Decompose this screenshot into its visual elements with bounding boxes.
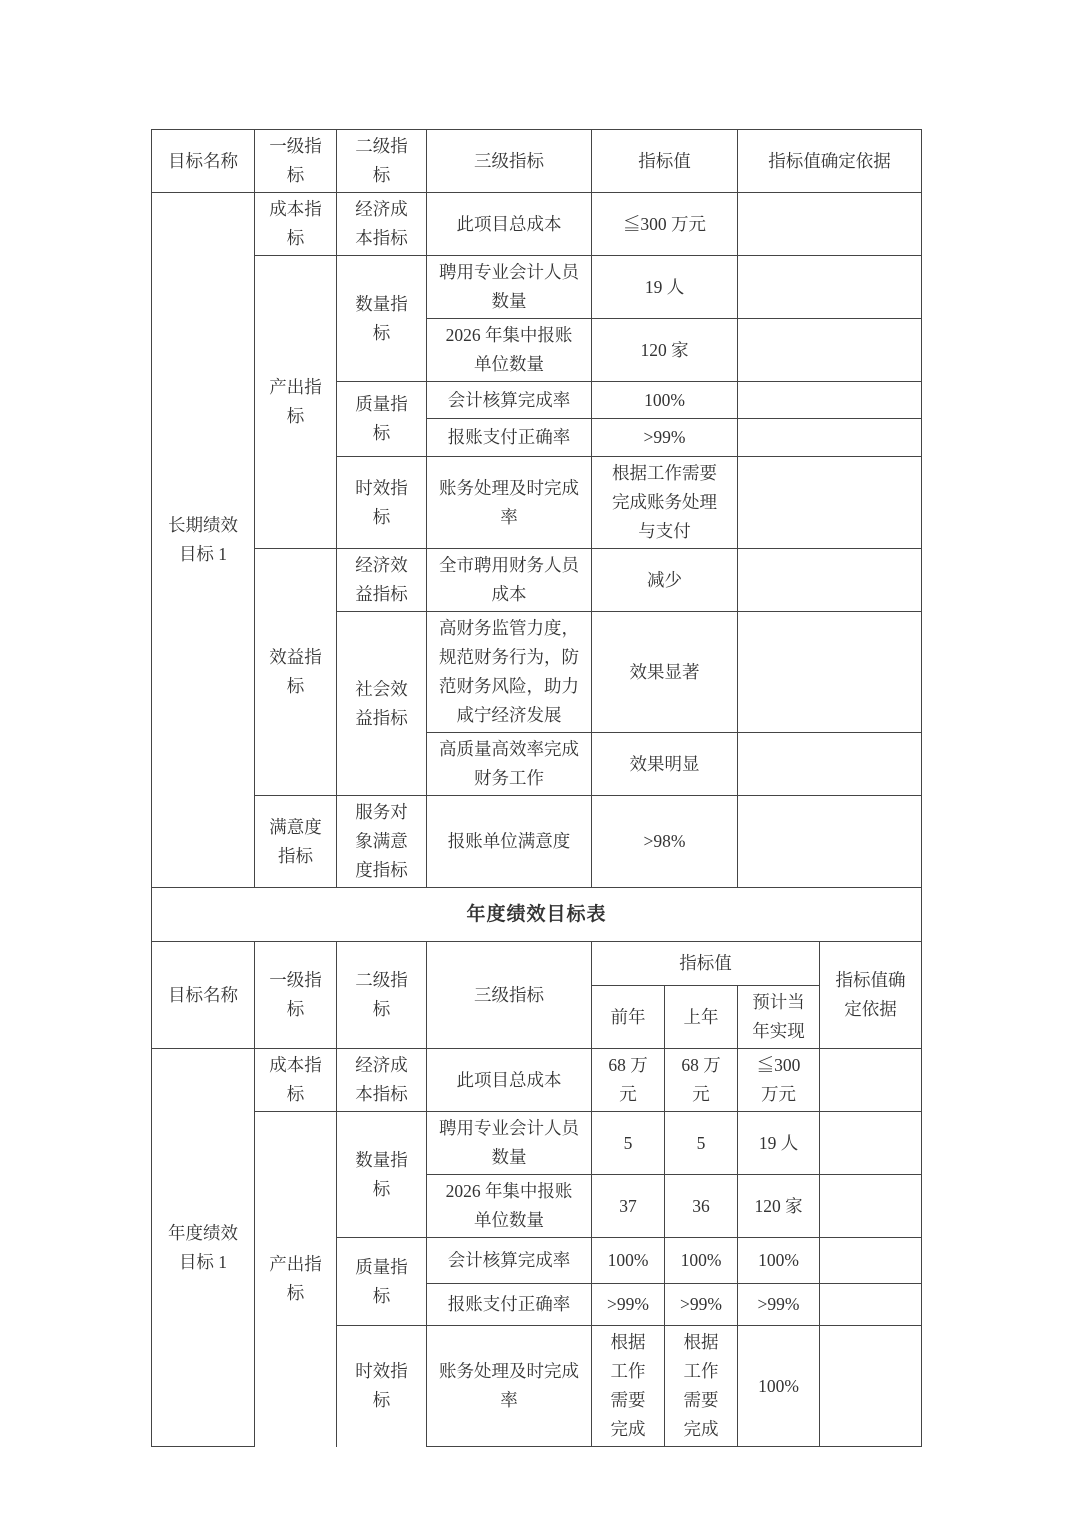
cell-annual-goal-name: 年度绩效目标 1 [152,1049,255,1447]
cell-l1: 产出指标 [255,256,337,549]
cell-l2: 质量指标 [337,1238,427,1326]
cell-l2: 经济成本指标 [337,1049,427,1112]
cell-l3: 全市聘用财务人员成本 [427,549,592,612]
cell-value-last: 100% [665,1238,738,1284]
table-row [152,549,922,612]
cell-l2: 数量指标 [337,1112,427,1238]
cell-value-prev: >99% [592,1284,665,1326]
cell-l3: 2026 年集中报账单位数量 [427,319,592,382]
header-level1-indicator: 一级指标 [255,942,337,1049]
cell-basis-empty [738,612,922,733]
cell-l2: 时效指标 [337,1326,427,1447]
cell-value-last: 根据工作需要完成 [665,1326,738,1447]
cell-basis-empty [820,1112,922,1175]
cell-value-current: 100% [738,1238,820,1284]
cell-value-prev: 100% [592,1238,665,1284]
table-row [152,1112,922,1175]
long-term-header-row [152,130,922,193]
cell-l3: 报账支付正确率 [427,419,592,457]
annual-section-title: 年度绩效目标表 [152,888,922,942]
header-indicator-value-group: 指标值 [592,942,820,986]
cell-l2: 时效指标 [337,457,427,549]
cell-value: 120 家 [592,319,738,382]
cell-basis-empty [738,419,922,457]
table-row [152,256,922,319]
cell-l3: 会计核算完成率 [427,1238,592,1284]
cell-l3: 账务处理及时完成率 [427,457,592,549]
cell-value-current: ≦300 万元 [738,1049,820,1112]
cell-value: 根据工作需要完成账务处理与支付 [592,457,738,549]
cell-value-prev: 68 万元 [592,1049,665,1112]
cell-basis-empty [820,1326,922,1447]
cell-value: 减少 [592,549,738,612]
cell-l3: 账务处理及时完成率 [427,1326,592,1447]
cell-basis-empty [738,796,922,888]
cell-value-last: >99% [665,1284,738,1326]
header-level1-indicator: 一级指标 [255,130,337,193]
cell-value-prev: 37 [592,1175,665,1238]
cell-value-last: 68 万元 [665,1049,738,1112]
cell-value-current: 19 人 [738,1112,820,1175]
cell-basis-empty [738,457,922,549]
cell-l1: 效益指标 [255,549,337,796]
cell-l2: 经济效益指标 [337,549,427,612]
cell-l1: 产出指标 [255,1112,337,1447]
cell-basis-empty [738,549,922,612]
cell-l3: 2026 年集中报账单位数量 [427,1175,592,1238]
cell-value: >98% [592,796,738,888]
cell-basis-empty [738,319,922,382]
cell-basis-empty [738,193,922,256]
header-indicator-value: 指标值 [592,130,738,193]
cell-basis-empty [738,733,922,796]
cell-value: >99% [592,419,738,457]
cell-l3: 此项目总成本 [427,1049,592,1112]
header-value-basis: 指标值确定依据 [820,942,922,1049]
cell-l1: 成本指标 [255,193,337,256]
table-row [152,193,922,256]
cell-value-last: 36 [665,1175,738,1238]
cell-basis-empty [738,382,922,419]
cell-l3: 高财务监管力度，规范财务行为，防范财务风险，助力咸宁经济发展 [427,612,592,733]
cell-basis-empty [738,256,922,319]
header-level3-indicator: 三级指标 [427,942,592,1049]
header-year-current: 预计当年实现 [738,986,820,1049]
header-level2-indicator: 二级指标 [337,942,427,1049]
cell-l2: 服务对象满意度指标 [337,796,427,888]
header-goal-name: 目标名称 [152,942,255,1049]
cell-value: 效果明显 [592,733,738,796]
cell-l3: 聘用专业会计人员数量 [427,256,592,319]
cell-value-current: 100% [738,1326,820,1447]
cell-value-last: 5 [665,1112,738,1175]
cell-basis-empty [820,1049,922,1112]
cell-l2: 数量指标 [337,256,427,382]
annual-section-title-row [152,888,922,942]
header-level3-indicator: 三级指标 [427,130,592,193]
cell-value: 19 人 [592,256,738,319]
cell-value-current: 120 家 [738,1175,820,1238]
cell-l2: 经济成本指标 [337,193,427,256]
cell-l3: 报账单位满意度 [427,796,592,888]
header-goal-name: 目标名称 [152,130,255,193]
header-year-before: 前年 [592,986,665,1049]
cell-l2: 社会效益指标 [337,612,427,796]
cell-l1: 成本指标 [255,1049,337,1112]
cell-basis-empty [820,1284,922,1326]
header-year-last: 上年 [665,986,738,1049]
cell-basis-empty [820,1238,922,1284]
cell-value-prev: 5 [592,1112,665,1175]
cell-l3: 聘用专业会计人员数量 [427,1112,592,1175]
header-value-basis: 指标值确定依据 [738,130,922,193]
table-row [152,796,922,888]
cell-value: 100% [592,382,738,419]
annual-header-row-1 [152,942,922,986]
cell-basis-empty [820,1175,922,1238]
cell-l3: 高质量高效率完成财务工作 [427,733,592,796]
cell-value: ≦300 万元 [592,193,738,256]
header-level2-indicator: 二级指标 [337,130,427,193]
cell-value-current: >99% [738,1284,820,1326]
cell-long-term-goal-name: 长期绩效目标 1 [152,193,255,888]
cell-l3: 会计核算完成率 [427,382,592,419]
cell-l2: 质量指标 [337,382,427,457]
cell-l3: 报账支付正确率 [427,1284,592,1326]
cell-l1: 满意度指标 [255,796,337,888]
performance-goals-table [151,129,922,1447]
cell-value: 效果显著 [592,612,738,733]
cell-l3: 此项目总成本 [427,193,592,256]
cell-value-prev: 根据工作需要完成 [592,1326,665,1447]
table-row [152,1049,922,1112]
